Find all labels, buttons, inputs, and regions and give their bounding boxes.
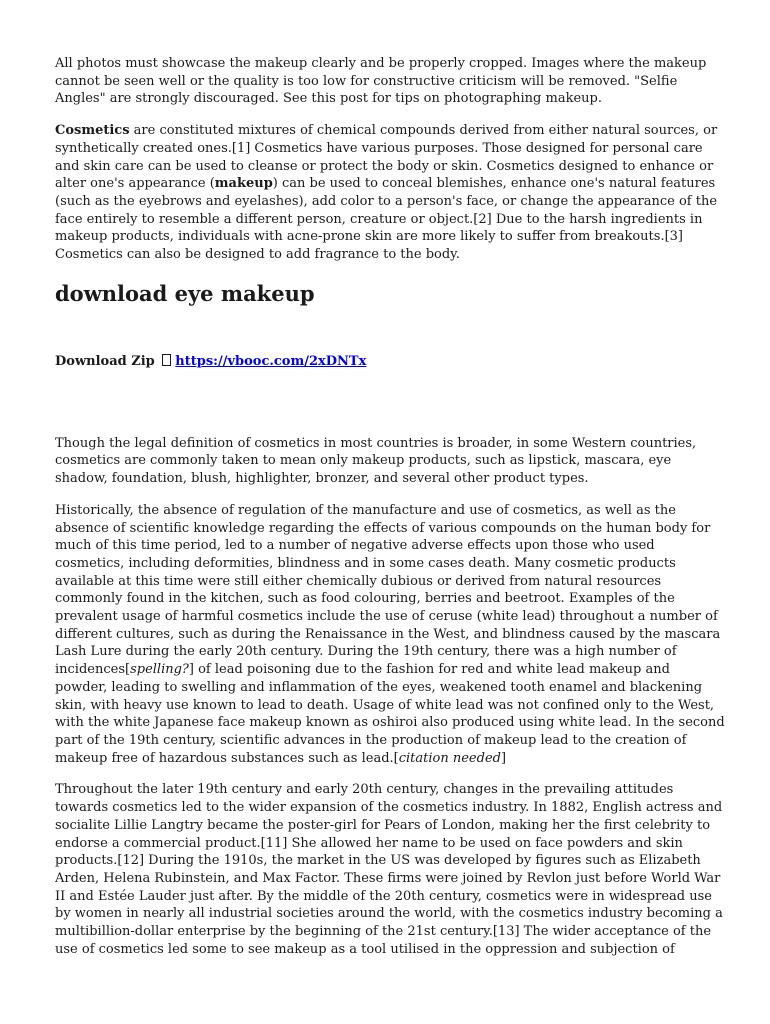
history-text-3: ] bbox=[500, 750, 507, 766]
history-text-1: Historically, the absence of regulation of the manufacture and use of cosmetics, as well as the absence of scientific knowledge regarding the effects of various compounds on the human body for much of this time period, led to a number of negative adverse effects upon those who used cosmetics, including deformities, blindness and in some cases death. Many cosmetic products available at this time were still either chemically dubious or derived from natural resources commonly found in the kitchen, such as food colouring, berries and beetroot. Examples of the prevalent usage of harmful cosmetics include the use of ceruse (white lead) throughout a number of different cultures, such as during the Renaissance in the West, and blindness caused by the mascara Lash Lure during the early 20th century. During the 19th century, there was a high number of incidences[ bbox=[55, 502, 721, 678]
cosmetics-term: Cosmetics bbox=[55, 123, 130, 139]
citation-needed-note: citation needed bbox=[398, 750, 501, 766]
page-heading: download eye makeup bbox=[55, 280, 315, 306]
download-line bbox=[55, 353, 725, 371]
cosmetics-definition-paragraph bbox=[55, 122, 725, 264]
cosmetics-text-1: are constituted mixtures of chemical compounds derived from either natural sources, or synthetically created ones.[1] Cosmetics have various purposes. Those designed for personal care and skin care can be used to cleanse or protect the body or skin. Cosmetics designed to enhance or alter one's appearance ( bbox=[55, 123, 718, 192]
legal-definition-paragraph: Though the legal definition of cosmetics in most countries is broader, in some Western countries, cosmetics are commonly taken to mean only makeup products, such as lipstick, mascara, eye shadow, foundation, blush, highlighter, bronzer, and several other product types. bbox=[55, 435, 697, 487]
download-link[interactable]: https://vbooc.com/2xDNTx bbox=[175, 353, 367, 369]
cosmetics-text-2: ) can be used to conceal blemishes, enhance one's natural features (such as the eyebrows and eyelashes), add color to a person's face, or change the appearance of the face entirely to resemble a different person, creature or object.[2] Due to the harsh ingredients in makeup products, individuals with acne-prone skin are more likely to suffer from breakouts.[3] Cosmetics can also be designed to add fragrance to the body. bbox=[55, 176, 718, 263]
missing-glyph-icon bbox=[162, 354, 171, 366]
photo-guidelines-paragraph: All photos must showcase the makeup clearly and be properly cropped. Images where the makeup cannot be seen well or the quality is too low for constructive criticism will be removed. "Selfie Angles" are strongly discouraged. See this post for tips on photographing makeup. bbox=[55, 56, 707, 107]
history-text-2: ] of lead poisoning due to the fashion for red and white lead makeup and powder, leading to swelling and inflammation of the eyes, weakened tooth enamel and blackening skin, with heavy use known to lead to death. Usage of white lead was not confined only to the West, with the white Japanese face makeup known as oshiroi also produced using white lead. In the second part of the 19th century, scientific advances in the production of makeup lead to the creation of makeup free of hazardous substances such as lead.[ bbox=[55, 662, 725, 766]
document-body bbox=[55, 55, 725, 958]
spelling-note: spelling? bbox=[130, 662, 189, 678]
download-label: Download Zip bbox=[55, 353, 155, 369]
history-paragraph bbox=[55, 502, 725, 768]
makeup-term: makeup bbox=[214, 176, 273, 192]
later-history-paragraph: Throughout the later 19th century and early 20th century, changes in the prevailing attitudes towards cosmetics led to the wider expansion of the cosmetics industry. In 1882, English actress and socialite Lillie Langtry became the poster-girl for Pears of London, making her the first celebrity to endorse a commercial product.[11] She allowed her name to be used on face powders and skin products.[12] During the 1910s, the market in the US was developed by figures such as Elizabeth Arden, Helena Rubinstein, and Max Factor. These firms were joined by Revlon just before World War II and Estée Lauder just after. By the middle of the 20th century, cosmetics were in widespread use by women in nearly all industrial societies around the world, with the cosmetics industry becoming a multibillion-dollar enterprise by the beginning of the 21st century.[13] The wider acceptance of the use of cosmetics led some to see makeup as a tool utilised in the oppression and subjection of bbox=[55, 782, 723, 957]
